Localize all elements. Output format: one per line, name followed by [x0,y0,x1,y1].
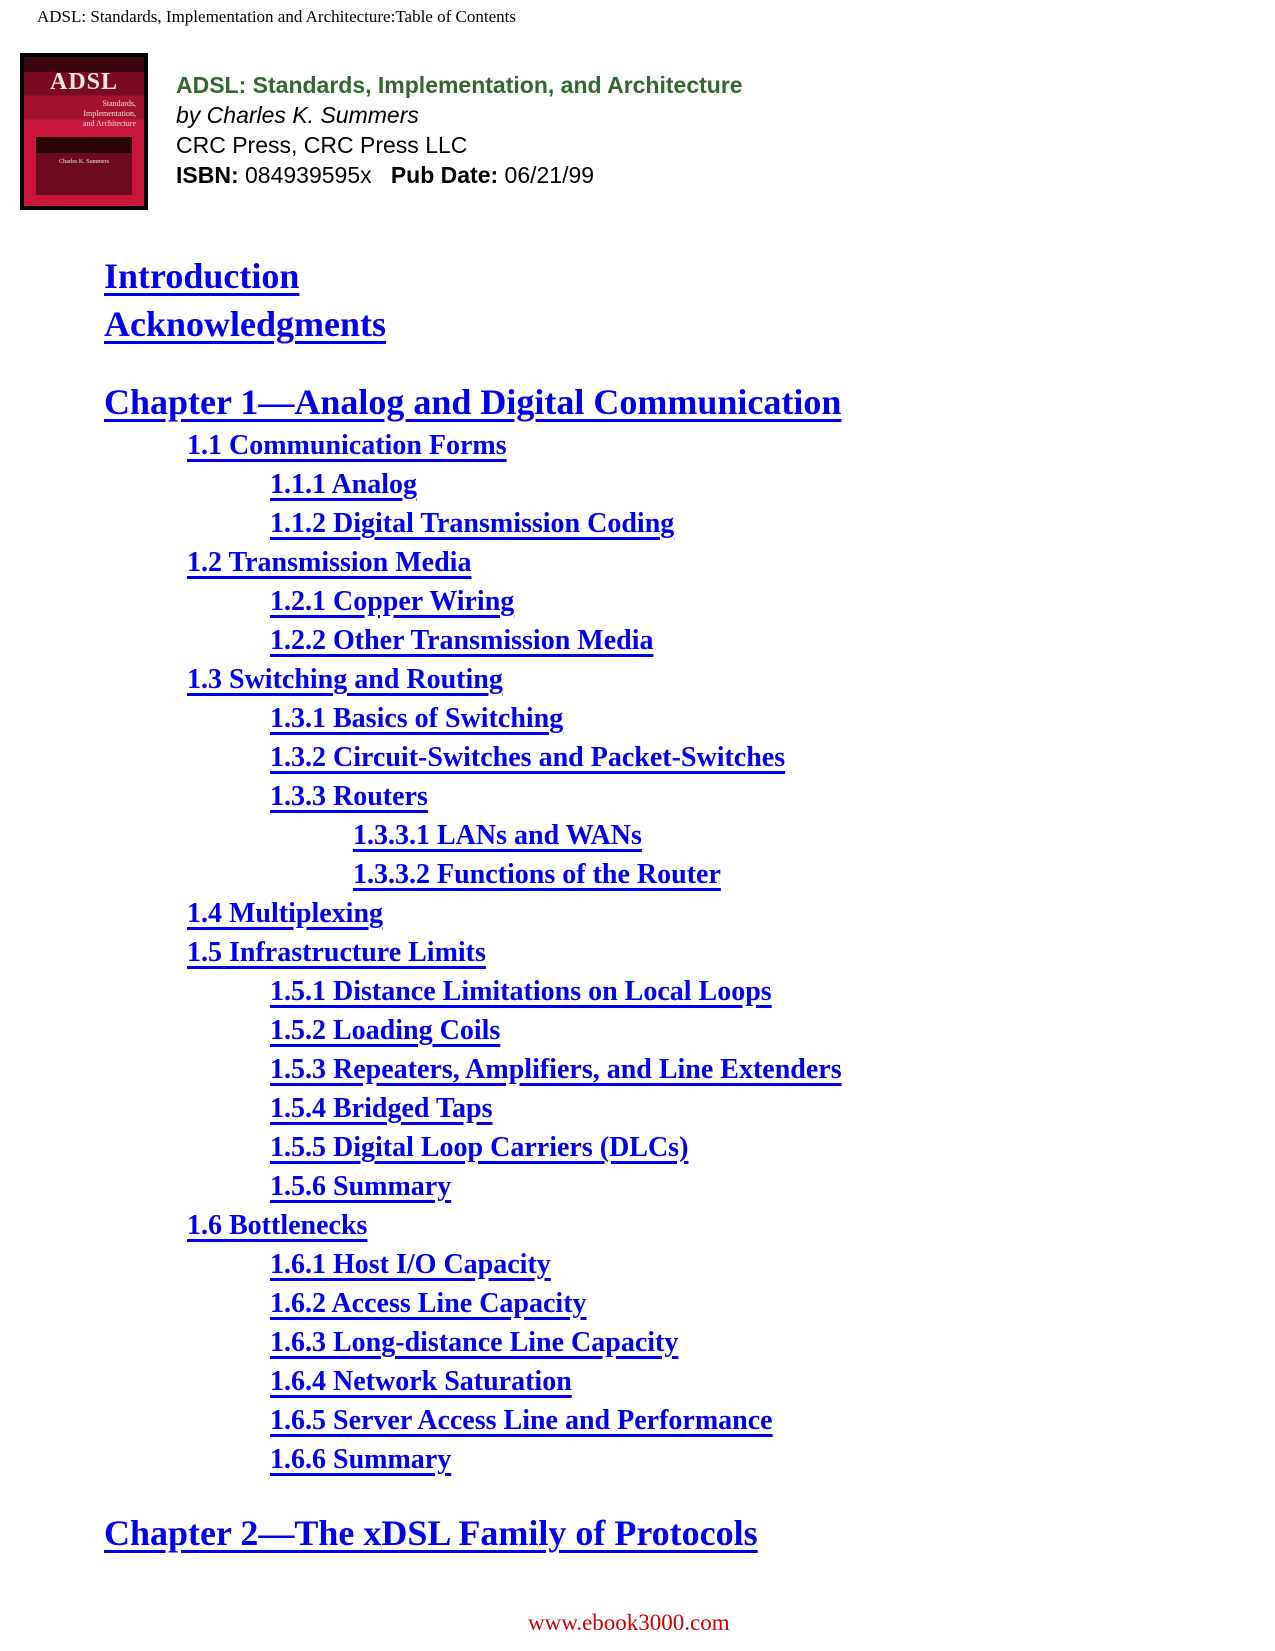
toc-link-section[interactable]: 1.3.3.2 Functions of the Router [353,859,721,890]
toc-link-section[interactable]: 1.4 Multiplexing [187,898,384,929]
book-publisher: CRC Press, CRC Press LLC [176,132,468,158]
cover-band [36,137,132,195]
chapter-1-entries [104,426,842,1479]
toc-link-section[interactable]: 1.5.6 Summary [270,1171,452,1202]
toc-link-acknowledgments[interactable]: Acknowledgments [104,304,387,344]
toc-link-section[interactable]: 1.3.2 Circuit-Switches and Packet-Switches [270,742,786,773]
toc-link-section[interactable]: 1.1 Communication Forms [187,430,507,461]
toc-link-section[interactable]: 1.5.3 Repeaters, Amplifiers, and Line Extenders [270,1054,842,1085]
toc-link-section[interactable]: 1.2 Transmission Media [187,547,472,578]
toc-entry [104,1128,842,1167]
toc-entry [104,816,842,855]
toc-link-section[interactable]: 1.3 Switching and Routing [187,664,503,695]
toc-entry [104,1206,842,1245]
toc-link-section[interactable]: 1.3.1 Basics of Switching [270,703,564,734]
toc-link-section[interactable]: 1.3.3 Routers [270,781,428,812]
toc-entry [104,543,842,582]
toc-entry [104,933,842,972]
book-author: by Charles K. Summers [176,102,419,128]
toc-entry [104,1089,842,1128]
toc-link-section[interactable]: 1.6.3 Long-distance Line Capacity [270,1327,679,1358]
toc-link-section[interactable]: 1.5.5 Digital Loop Carriers (DLCs) [270,1132,689,1163]
toc-entry [104,1362,842,1401]
cover-title: ADSL [49,69,119,95]
toc-entry [104,972,842,1011]
toc-entry [104,465,842,504]
toc-entry [104,777,842,816]
toc-link-section[interactable]: 1.6.4 Network Saturation [270,1366,572,1397]
toc-entry [104,1167,842,1206]
isbn-label: ISBN: [176,162,239,188]
toc-link-section[interactable]: 1.3.3.1 LANs and WANs [353,820,642,851]
toc-link-section[interactable]: 1.6 Bottlenecks [187,1210,368,1241]
toc-entry [104,621,842,660]
toc-link-introduction[interactable]: Introduction [104,256,300,296]
toc-entry [104,738,842,777]
toc-link-section[interactable]: 1.1.1 Analog [270,469,418,500]
toc-entry [104,1401,842,1440]
cover-subtitle: Standards, Implementation, and Architecture [82,99,136,128]
book-info [176,70,743,190]
cover-author: Charles K. Summers [59,159,109,165]
toc-link-section[interactable]: 1.6.5 Server Access Line and Performance [270,1405,773,1436]
footer-website-link[interactable]: www.ebook3000.com [528,1610,730,1635]
toc-entry [104,894,842,933]
isbn-value: 084939595x [245,162,372,188]
book-title: ADSL: Standards, Implementation, and Architecture [176,72,743,98]
toc-link-section[interactable]: 1.2.2 Other Transmission Media [270,625,654,656]
page-header: ADSL: Standards, Implementation and Architecture:Table of Contents [37,7,516,26]
toc-entry [104,426,842,465]
toc-link-chapter-2[interactable]: Chapter 2—The xDSL Family of Protocols [104,1513,758,1553]
toc-entry [104,1440,842,1479]
toc-entry [104,1011,842,1050]
toc-link-section[interactable]: 1.6.1 Host I/O Capacity [270,1249,551,1280]
toc-link-section[interactable]: 1.5.4 Bridged Taps [270,1093,493,1124]
toc-entry [104,504,842,543]
toc-entry [104,582,842,621]
table-of-contents [104,252,842,1557]
toc-link-section[interactable]: 1.5.2 Loading Coils [270,1015,501,1046]
toc-entry [104,699,842,738]
toc-link-section[interactable]: 1.1.2 Digital Transmission Coding [270,508,675,539]
toc-entry [104,1050,842,1089]
pub-date-label: Pub Date: [390,162,499,188]
book-cover-image [20,53,148,210]
toc-link-chapter-1[interactable]: Chapter 1—Analog and Digital Communication [104,382,842,422]
toc-entry [104,1284,842,1323]
toc-entry [104,855,842,894]
toc-link-section[interactable]: 1.6.2 Access Line Capacity [270,1288,587,1319]
toc-entry [104,1323,842,1362]
toc-entry [104,1245,842,1284]
toc-entry [104,660,842,699]
book-meta [176,160,743,190]
pub-date-value: 06/21/99 [504,162,595,188]
toc-link-section[interactable]: 1.5 Infrastructure Limits [187,937,486,968]
toc-link-section[interactable]: 1.6.6 Summary [270,1444,452,1475]
toc-link-section[interactable]: 1.5.1 Distance Limitations on Local Loops [270,976,772,1007]
toc-link-section[interactable]: 1.2.1 Copper Wiring [270,586,515,617]
